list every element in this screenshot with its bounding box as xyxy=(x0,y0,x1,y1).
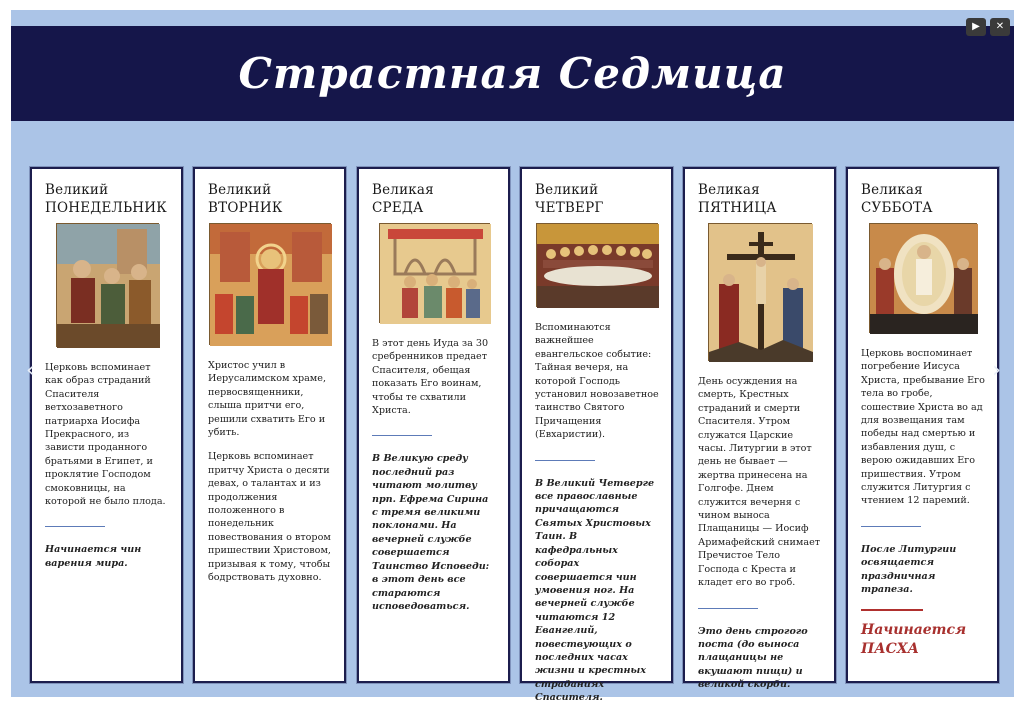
day-card-thursday xyxy=(520,167,673,704)
poster xyxy=(11,10,1014,704)
day-card-wednesday xyxy=(357,167,510,683)
close-icon[interactable]: ✕ xyxy=(990,18,1010,36)
divider xyxy=(698,608,758,609)
day-note: В Великий Четверге все православные причащаются Святых Христовых Таин. В кафедральных соборах совершается чин умовения ног. На вечерней службе читаются 12 Евангелий, повествующих о последних часах жизни и крестных страданиях Спасителя. xyxy=(535,477,655,704)
joseph-icon xyxy=(56,223,159,347)
last-supper-icon xyxy=(536,223,658,307)
day-title: Великая СРЕДА xyxy=(372,182,434,216)
day-card-monday xyxy=(30,167,183,683)
day-title: Великая СУББОТА xyxy=(861,182,933,216)
day-description: День осуждения на смерть, Крестных страданий и смерти Спасителя. Утром служатся Царские часы. Литургии в этот день не бывает — жертва принесена на Голгофе. Днем служится вечерня с чином выноса Плащаницы — Иосиф Аримафейский снимает Пречистое Тело Господа с Креста и кладет его во гроб. xyxy=(698,376,821,589)
day-description: Церковь воспоминает погребение Иисуса Христа, пребывание Его тела во гробе, сошествие Христа во ад для возвещания там победы над смертью и избавления душ, с верою ожидавших Его пришествия. Утром служится Литургия с чтением 12 паремий. xyxy=(861,348,985,507)
day-note: В Великую среду последний раз читают молитву прп. Ефрема Сирина с тремя великими поклонами. На вечерней службе совершается Таинство Исповеди: в этот день все стараются исповедоваться. xyxy=(372,453,490,612)
day-card-saturday xyxy=(846,167,999,683)
day-description: Церковь вспоминает как образ страданий Спасителя ветхозаветного патриарха Иосифа Прекрасного, из зависти проданного братьями в Египет, и проклятие Господом смоковницы, на которой не было плода. xyxy=(45,362,166,508)
judas-betrayal-icon xyxy=(379,223,490,323)
christ-teaching-icon xyxy=(209,223,331,345)
day-title: Великий ВТОРНИК xyxy=(208,182,283,216)
prev-arrow-icon[interactable]: ‹ xyxy=(26,358,35,383)
red-divider xyxy=(861,609,923,611)
day-note: Начинается чин варения мира. xyxy=(45,544,142,569)
day-title: Великая ПЯТНИЦА xyxy=(698,182,777,216)
day-title: Великий ПОНЕДЕЛЬНИК xyxy=(45,182,167,216)
title-banner xyxy=(11,26,1014,121)
play-icon[interactable]: ▶ xyxy=(966,18,986,36)
day-card-tuesday xyxy=(193,167,346,683)
divider xyxy=(372,435,432,436)
day-title: Великий ЧЕТВЕРГ xyxy=(535,182,604,216)
divider xyxy=(45,526,105,527)
day-note: Это день строгого поста (до выноса плащаницы не вкушают пищи) и великой скорби. xyxy=(698,625,808,691)
divider xyxy=(535,460,595,461)
day-description: Христос учил в Иерусалимском храме, первосвященники, слыша притчи его, решили схватить Его и убить. Церковь вспоминает притчу Христа о десяти девах, о талантах и из продолжения положенного в понедельник повествования о втором пришествии Христовом, призывая к тому, чтобы бодрствовать духовно. xyxy=(208,360,331,584)
day-note: После Литургии освящается праздничная трапеза. xyxy=(861,543,957,596)
divider xyxy=(861,526,921,527)
crucifixion-icon xyxy=(708,223,812,361)
pascha-highlight: Начинается ПАСХА xyxy=(861,621,967,657)
viewer-controls xyxy=(966,18,1010,36)
next-arrow-icon[interactable]: › xyxy=(992,358,1001,383)
day-card-friday xyxy=(683,167,836,691)
day-description: В этот день Иуда за 30 сребренников предает Спасителя, обещая показать Его воинам, чтобы те схватили Христа. xyxy=(372,338,489,417)
descent-into-hades-icon xyxy=(869,223,977,333)
day-description: Вспоминаются важнейшее евангельское событие: Тайная вечеря, на которой Господь установил новозаветное таинство Святого Причащения (Евхаристии). xyxy=(535,322,659,441)
page-title: Страстная Седмица xyxy=(238,49,787,98)
